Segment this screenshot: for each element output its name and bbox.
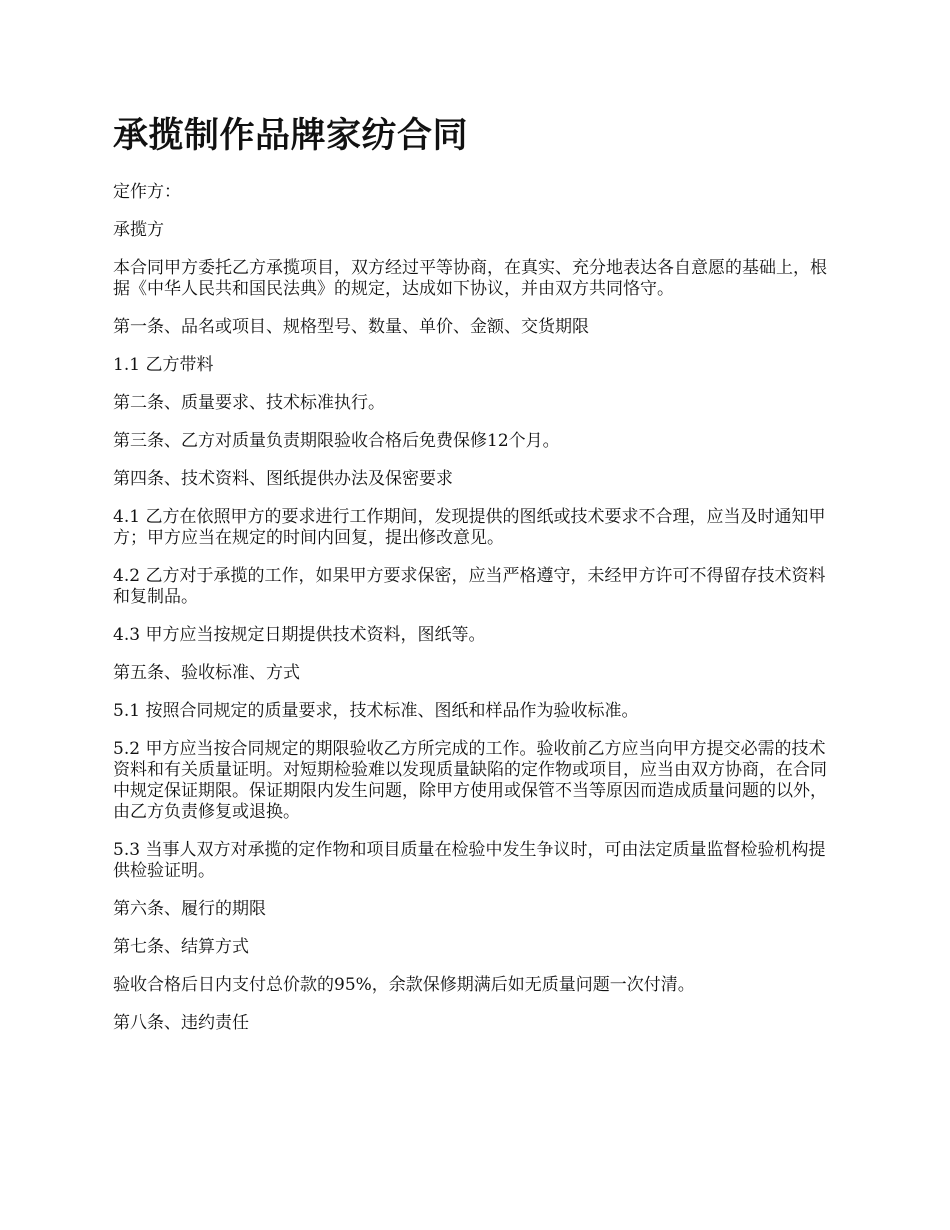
article-6-heading: 第六条、履行的期限 <box>113 899 266 919</box>
settlement-paragraph: 验收合格后日内支付总价款的95%，余款保修期满后如无质量问题一次付清。 <box>113 975 695 995</box>
article-3-heading: 第三条、乙方对质量负责期限验收合格后免费保修12个月。 <box>113 431 560 451</box>
document-title: 承揽制作品牌家纺合同 <box>113 115 469 156</box>
clause-4-3: 4.3 甲方应当按规定日期提供技术资料，图纸等。 <box>113 625 486 645</box>
party-b-label: 承揽方 <box>113 220 164 240</box>
article-7-heading: 第七条、结算方式 <box>113 937 249 957</box>
document-page <box>113 112 838 1051</box>
article-5-heading: 第五条、验收标准、方式 <box>113 663 300 683</box>
article-4-heading: 第四条、技术资料、图纸提供办法及保密要求 <box>113 469 453 489</box>
clause-4-1: 4.1 乙方在依照甲方的要求进行工作期间，发现提供的图纸或技术要求不合理，应当及时通知甲方；甲方应当在规定的时间内回复，提出修改意见。 <box>113 507 826 548</box>
clause-1-1: 1.1 乙方带料 <box>113 355 214 375</box>
clause-4-2: 4.2 乙方对于承揽的工作，如果甲方要求保密，应当严格遵守，未经甲方许可不得留存技术资料和复制品。 <box>113 566 826 607</box>
clause-5-3: 5.3 当事人双方对承揽的定作物和项目质量在检验中发生争议时，可由法定质量监督检验机构提供检验证明。 <box>113 840 826 881</box>
article-2-heading: 第二条、质量要求、技术标准执行。 <box>113 393 385 413</box>
clause-5-2: 5.2 甲方应当按合同规定的期限验收乙方所完成的工作。验收前乙方应当向甲方提交必需的技术资料和有关质量证明。对短期检验难以发现质量缺陷的定作物或项目，应当由双方协商，在合同中规定保证期限。保证期限内发生问题，除甲方使用或保管不当等原因而造成质量问题的以外，由乙方负责修复或退换。 <box>113 739 827 822</box>
article-1-heading: 第一条、品名或项目、规格型号、数量、单价、金额、交货期限 <box>113 317 589 337</box>
party-a-label: 定作方： <box>113 182 181 202</box>
clause-5-1: 5.1 按照合同规定的质量要求，技术标准、图纸和样品作为验收标准。 <box>113 701 639 721</box>
article-8-heading: 第八条、违约责任 <box>113 1013 249 1033</box>
preamble-paragraph: 本合同甲方委托乙方承揽项目，双方经过平等协商，在真实、充分地表达各自意愿的基础上，根据《中华人民共和国民法典》的规定，达成如下协议，并由双方共同恪守。 <box>113 258 827 299</box>
